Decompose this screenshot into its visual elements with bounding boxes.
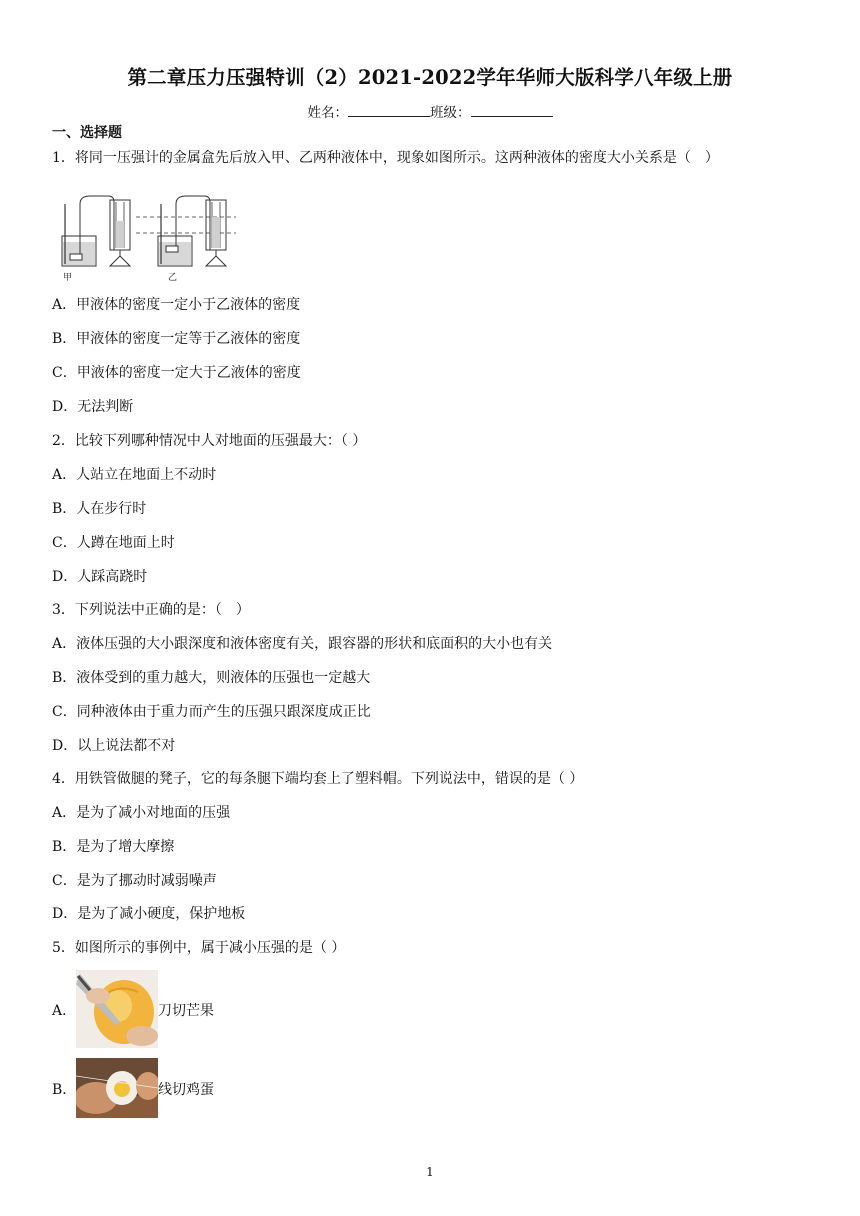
q2-option-d: D．人踩高跷时 xyxy=(52,569,148,585)
figure-label-jia: 甲 xyxy=(63,273,73,283)
q1-option-b: B．甲液体的密度一定等于乙液体的密度 xyxy=(52,331,301,347)
q1-option-d: D．无法判断 xyxy=(52,399,134,415)
q3-option-b: B．液体受到的重力越大，则液体的压强也一定越大 xyxy=(52,670,371,686)
question-5-stem: 5．如图所示的事例中，属于减小压强的是（ ） xyxy=(52,940,346,956)
q4-option-c: C．是为了挪动时减弱噪声 xyxy=(52,873,217,889)
name-label: 姓名： xyxy=(307,105,348,121)
question-4-stem: 4．用铁管做腿的凳子，它的每条腿下端均套上了塑料帽。下列说法中，错误的是（ ） xyxy=(52,771,584,787)
q2-option-a: A．人站立在地面上不动时 xyxy=(52,467,217,483)
student-info-line xyxy=(0,101,860,121)
pressure-gauge-figure xyxy=(58,190,238,286)
class-blank[interactable] xyxy=(471,104,553,117)
q4-option-b: B．是为了增大摩擦 xyxy=(52,839,175,855)
q3-option-d: D．以上说法都不对 xyxy=(52,738,176,754)
egg-cutting-photo xyxy=(76,1058,158,1118)
question-1-stem: 1．将同一压强计的金属盒先后放入甲、乙两种液体中，现象如图所示。这两种液体的密度大小关系是（ ） xyxy=(52,150,719,166)
class-label: 班级： xyxy=(430,105,471,121)
page-title: 第二章压力压强特训（2）2021-2022学年华师大版科学八年级上册 xyxy=(127,66,733,89)
page-number: 1 xyxy=(426,1165,434,1179)
q5-option-b-letter: B． xyxy=(52,1082,77,1098)
section-title: 一、选择题 xyxy=(52,125,122,141)
mango-cutting-photo xyxy=(76,970,158,1048)
figure-label-yi: 乙 xyxy=(168,273,178,283)
q3-option-a: A．液体压强的大小跟深度和液体密度有关，跟容器的形状和底面积的大小也有关 xyxy=(52,636,553,652)
q4-option-a: A．是为了减小对地面的压强 xyxy=(52,805,231,821)
question-3-stem: 3．下列说法中正确的是：（ ） xyxy=(52,602,250,618)
q1-option-c: C．甲液体的密度一定大于乙液体的密度 xyxy=(52,365,301,381)
q4-option-d: D．是为了减小硬度，保护地板 xyxy=(52,906,246,922)
q3-option-c: C．同种液体由于重力而产生的压强只跟深度成正比 xyxy=(52,704,371,720)
setup-jia xyxy=(62,196,130,283)
q1-option-a: A．甲液体的密度一定小于乙液体的密度 xyxy=(52,297,301,313)
q5-option-a-letter: A． xyxy=(52,1003,77,1019)
name-blank[interactable] xyxy=(348,104,430,117)
q5-option-b-caption: 线切鸡蛋 xyxy=(158,1082,214,1098)
q2-option-c: C．人蹲在地面上时 xyxy=(52,535,175,551)
q5-option-a-caption: 刀切芒果 xyxy=(158,1003,214,1019)
question-2-stem: 2．比较下列哪种情况中人对地面的压强最大：（ ） xyxy=(52,433,367,449)
setup-yi xyxy=(158,196,226,283)
q2-option-b: B．人在步行时 xyxy=(52,501,147,517)
